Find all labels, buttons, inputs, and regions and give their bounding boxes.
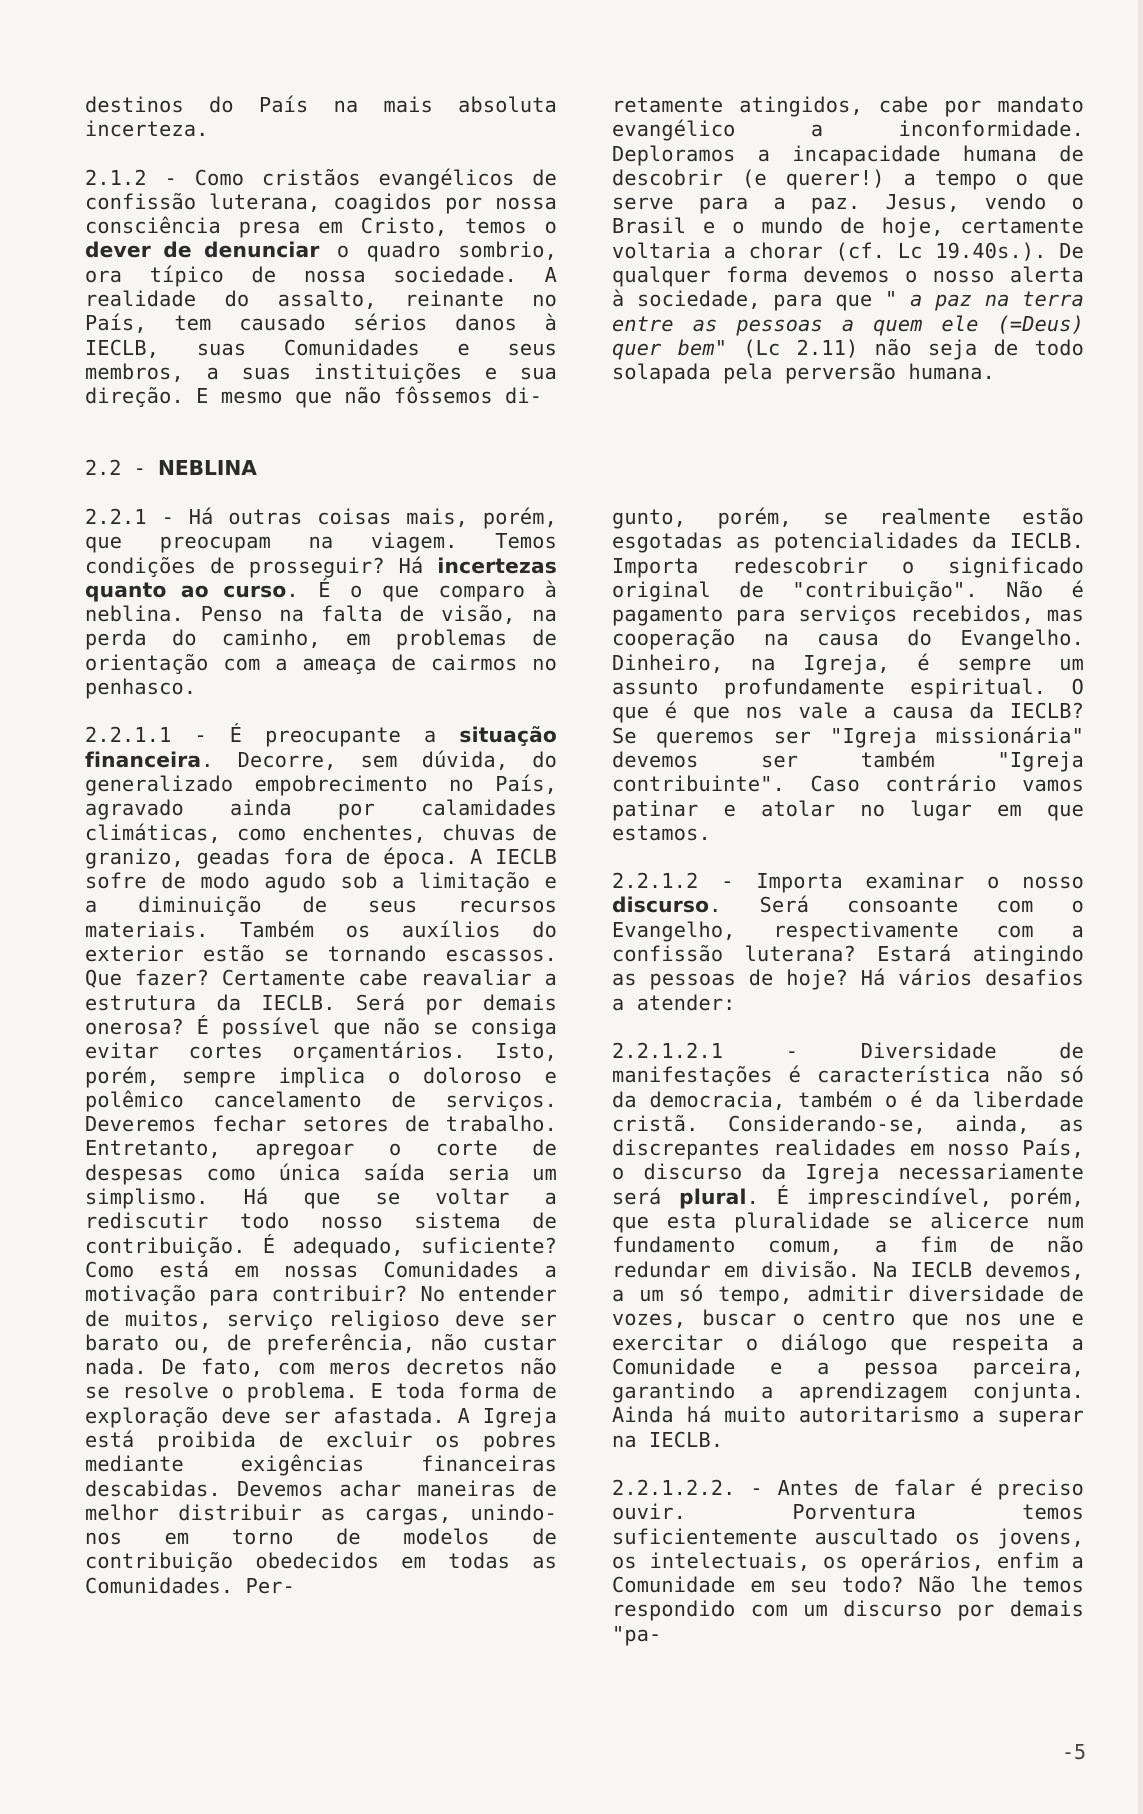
bold-phrase: plural [679, 1184, 747, 1209]
paragraph-2-2-1-2-2 [612, 1476, 1084, 1646]
paragraph [612, 93, 1084, 385]
paragraph-2-2-1-1 [85, 723, 557, 1598]
paragraph-text: . É imprescindível, porém, que esta pluralidade se alicerce num fundamento comum, a fim de não redundar em divisão. Na IECLB devemos, a um só tempo, admitir diversidade de vozes, buscar o centro que nos une e exercitar o diálogo que respeita a Comunidade e a pessoa parceira, garantindo a aprendizagem conjunta. Ainda há muito autoritarismo a superar na IECLB. [612, 1184, 1084, 1452]
paragraph-2-2-1 [85, 505, 557, 699]
scan-edge [1138, 0, 1143, 1814]
paragraph-2-2-1-2-1 [612, 1039, 1084, 1452]
paragraph-text: 2.1.2 - Como cristãos evangélicos de confissão luterana, coagidos por nossa consciência presa em Cristo, temos o [85, 165, 557, 239]
bold-phrase: dever de denunciar [85, 238, 320, 263]
italic-quote: a paz na terra entre as pessoas a quem ele (=Deus) quer bem [612, 287, 1084, 360]
paragraph-text: destinos do País na mais absoluta incerteza. [85, 93, 557, 142]
paragraph-text: . Será consoante com o Evangelho, respectivamente com a confissão luterana? Estará atingindo as pessoas de hoje? Há vários desafios a atender: [612, 893, 1084, 1015]
paragraph-text: 2.2.1.2.1 - Diversidade de manifestações é característica não só da democracia, também o é da liberdade cristã. Considerando-se, ainda, as discrepantes realidades em nosso País, o discurso da Igreja necessariamente será [612, 1038, 1084, 1209]
paragraph-text: 2.2.1.2 - Importa examinar o nosso [612, 869, 1084, 894]
left-column-bottom [85, 505, 557, 1598]
paragraph-text: 2.2.1.2.2. - Antes de falar é preciso ouvir. Porventura temos suficientemente auscultado os jovens, os intelectuais, os operários, enfim a Comunidade em seu todo? Não lhe temos respondido com um discurso por demais "pa- [612, 1475, 1084, 1646]
paragraph-text: o quadro sombrio, ora típico de nossa sociedade. A realidade do assalto, reinante no País, tem causado sérios danos à IECLB, suas Comunidades e seus membros, a suas instituições e sua direção. E mesmo que não fôssemos di- [85, 238, 557, 409]
section-heading [85, 456, 257, 480]
paragraph-text: retamente atingidos, cabe por mandato evangélico a inconformidade. Deploramos a incapacidade humana de descobrir (e querer!) a tempo o que serve para a paz. Jesus, vendo o Brasil e o mundo de hoje, certamente voltaria a chorar (cf. Lc 19.40s.). De qualquer forma devemos o nosso alerta à sociedade, para que " [612, 93, 1084, 312]
paragraph-text: . Decorre, sem dúvida, do generalizado empobrecimento no País, agravado ainda por calamidades climáticas, como enchentes, chuvas de granizo, geadas fora de época. A IECLB sofre de modo agudo sob a limitação e a diminuição de seus recursos materiais. Também os auxílios do exterior estão se tornando escassos. Que fazer? Certamente cabe reavaliar a estrutura da IECLB. Será por demais onerosa? É possível que não se consiga evitar cortes orçamentários. Isto, porém, sempre implica o doloroso e polêmico cancelamento de serviços. Deveremos fechar setores de trabalho. Entretanto, apregoar o corte de despesas como única saída seria um simplismo. Há que se voltar a rediscutir todo nosso sistema de contribuição. É adequado, suficiente? Como está em nossas Comunidades a motivação para contribuir? No entender de muitos, serviço religioso deve ser barato ou, de preferência, não custar nada. De fato, com meros decretos não se resolve o problema. E toda forma de exploração deve ser afastada. A Igreja está proibida de excluir os pobres mediante exigências financeiras descabidas. Devemos achar maneiras de melhor distribuir as cargas, unindo-nos em torno de modelos de contribuição obedecidos em todas as Comunidades. Per- [85, 747, 557, 1598]
paragraph [612, 505, 1084, 845]
section-number: 2.2 - [85, 456, 158, 480]
section-title: NEBLINA [157, 456, 257, 480]
bold-phrase: situação financeira [85, 723, 557, 772]
paragraph-text: . É o que comparo à neblina. Penso na falta de visão, na perda do caminho, em problemas de orientação com a ameaça de cairmos no penhasco. [85, 577, 557, 700]
paragraph-text: gunto, porém, se realmente estão esgotadas as potencialidades da IECLB. Importa redescobrir o significado original de "contribuição". Não é pagamento para serviços recebidos, mas cooperação na causa do Evangelho. Dinheiro, na Igreja, é sempre um assunto profundamente espiritual. O que é que nos vale a causa da IECLB? Se queremos ser "Igreja missionária" devemos ser também "Igreja contribuinte". Caso contrário vamos patinar e atolar no lugar em que estamos. [612, 505, 1084, 845]
right-column-top [612, 93, 1084, 385]
paragraph [85, 93, 557, 142]
paragraph-text: " (Lc 2.11) não seja de todo solapada pela perversão humana. [612, 335, 1084, 385]
paragraph-text: 2.2.1 - Há outras coisas mais, porém, que preocupam na viagem. Temos condições de prosseguir? Há [85, 505, 557, 578]
left-column-top [85, 93, 557, 409]
paragraph-2-2-1-2 [612, 869, 1084, 1015]
bold-phrase: discurso [612, 893, 710, 918]
paragraph-2-1-2 [85, 166, 557, 409]
page-number: -5 [1062, 1740, 1087, 1764]
right-column-bottom [612, 505, 1084, 1646]
bold-phrase: incertezas quanto ao curso [85, 553, 557, 602]
paragraph-text: 2.2.1.1 - É preocupante a [85, 723, 460, 748]
